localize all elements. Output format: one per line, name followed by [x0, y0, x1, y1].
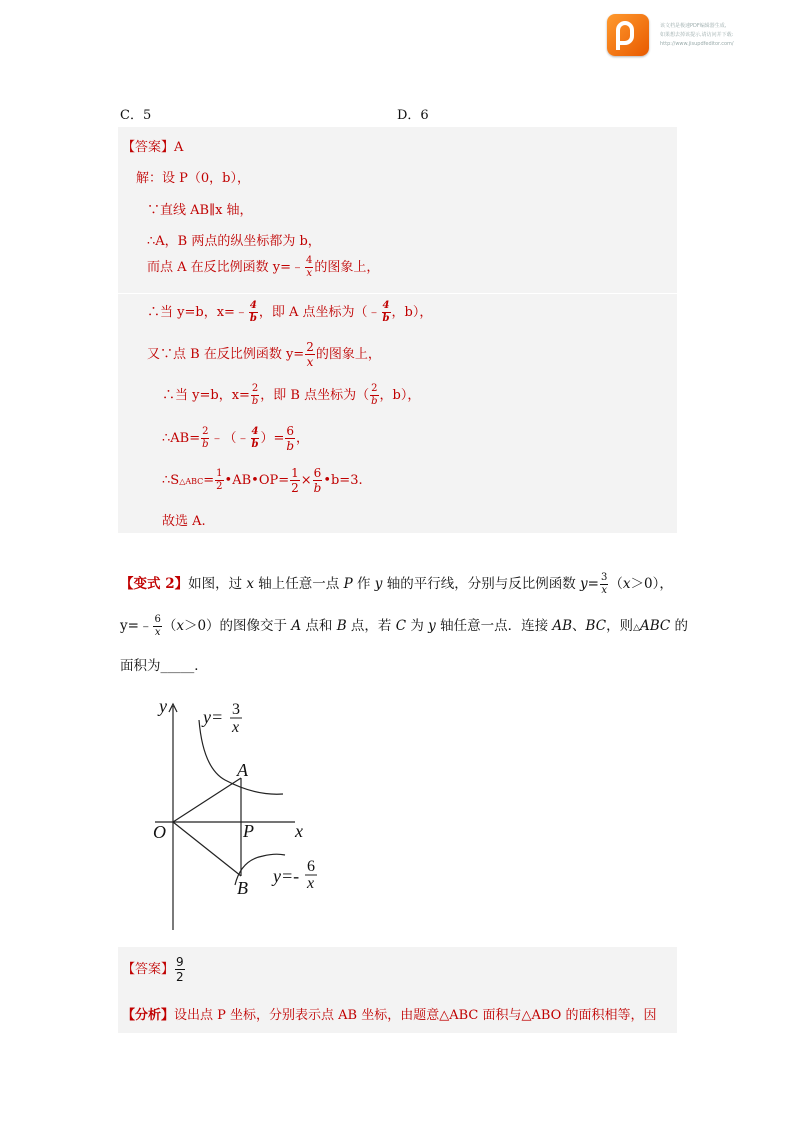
option-d: D．6 — [397, 108, 429, 123]
point-p-label: P — [243, 821, 254, 841]
x-axis-label: x — [295, 821, 303, 841]
solution-line-7: ∴当 y=b，x= $\frac{2}{b}$ ，即 B 点坐标为（ $\frac{2}{b}$ ，b）， — [162, 383, 421, 407]
solution-line-9: ∴S△ABC= $\frac{1}{2}$ •AB•OP= $\frac{1}{2}$ × $\frac{6}{b}$ •b=3. — [162, 466, 363, 495]
point-a-label: A — [237, 760, 248, 780]
solution-line-8: ∴AB= $\frac{2}{b}$ ﹣（﹣ $\frac{4}{b}$ ）= $\frac{6}{b}$ ， — [162, 424, 310, 453]
solution-line-5: ∴当 y=b，x=﹣ $\frac{4}{b}$ ，即 A 点坐标为（﹣ $\frac{4}{b}$ ，b）， — [147, 300, 433, 324]
solution-line-4: 而点 A 在反比例函数 y=﹣ $\frac{4}{x}$ 的图象上， — [147, 255, 380, 279]
svg-text:x: x — [307, 875, 315, 892]
option-c: C．5 — [120, 108, 152, 123]
svg-text:6: 6 — [307, 858, 315, 875]
svg-text:x: x — [232, 719, 240, 736]
curve-2-label: y=- — [273, 866, 300, 886]
y-axis-label: y — [159, 696, 167, 716]
answer-2-line: 【答案】 $\frac{9}{2}$ — [122, 955, 184, 984]
answer-line: 【答案】A — [122, 140, 184, 155]
header-ad-text: 该文档是极速PDF编辑器生成, 如果想去掉该提示,请访问并下载: http://www.jisupdfeditor.com/ — [660, 23, 734, 47]
answer-box-bottom — [118, 294, 677, 533]
question-2-line-2: y=﹣ $\frac{6}{x}$ （x＞0）的图像交于 A 点和 B 点，若 C 为 y 轴任意一点．连接 AB、BC，则△ABC 的 — [120, 614, 689, 638]
question-2-line-3: 面积为_____． — [120, 658, 208, 674]
origin-label: O — [153, 822, 166, 842]
point-b-label: B — [237, 878, 248, 898]
line-oa — [173, 778, 241, 822]
analysis-line: 【分析】设出点 P 坐标，分别表示点 AB 坐标，由题意△ABC 面积与△ABO 的面积相等，因 — [122, 1008, 657, 1023]
svg-text:3: 3 — [232, 701, 240, 718]
curve-1-label: y= — [203, 707, 224, 727]
solution-line-6: 又∵点 B 在反比例函数 y= $\frac{2}{x}$ 的图象上， — [147, 340, 381, 369]
question-2-line-1: 【变式 2】如图，过 x 轴上任意一点 P 作 y 轴的平行线，分别与反比例函数 y= $\frac{3}{x}$ （x＞0）， — [120, 572, 673, 596]
pdf-editor-logo-icon — [607, 14, 649, 56]
function-graph-figure — [145, 690, 345, 935]
line-ob — [173, 822, 241, 876]
